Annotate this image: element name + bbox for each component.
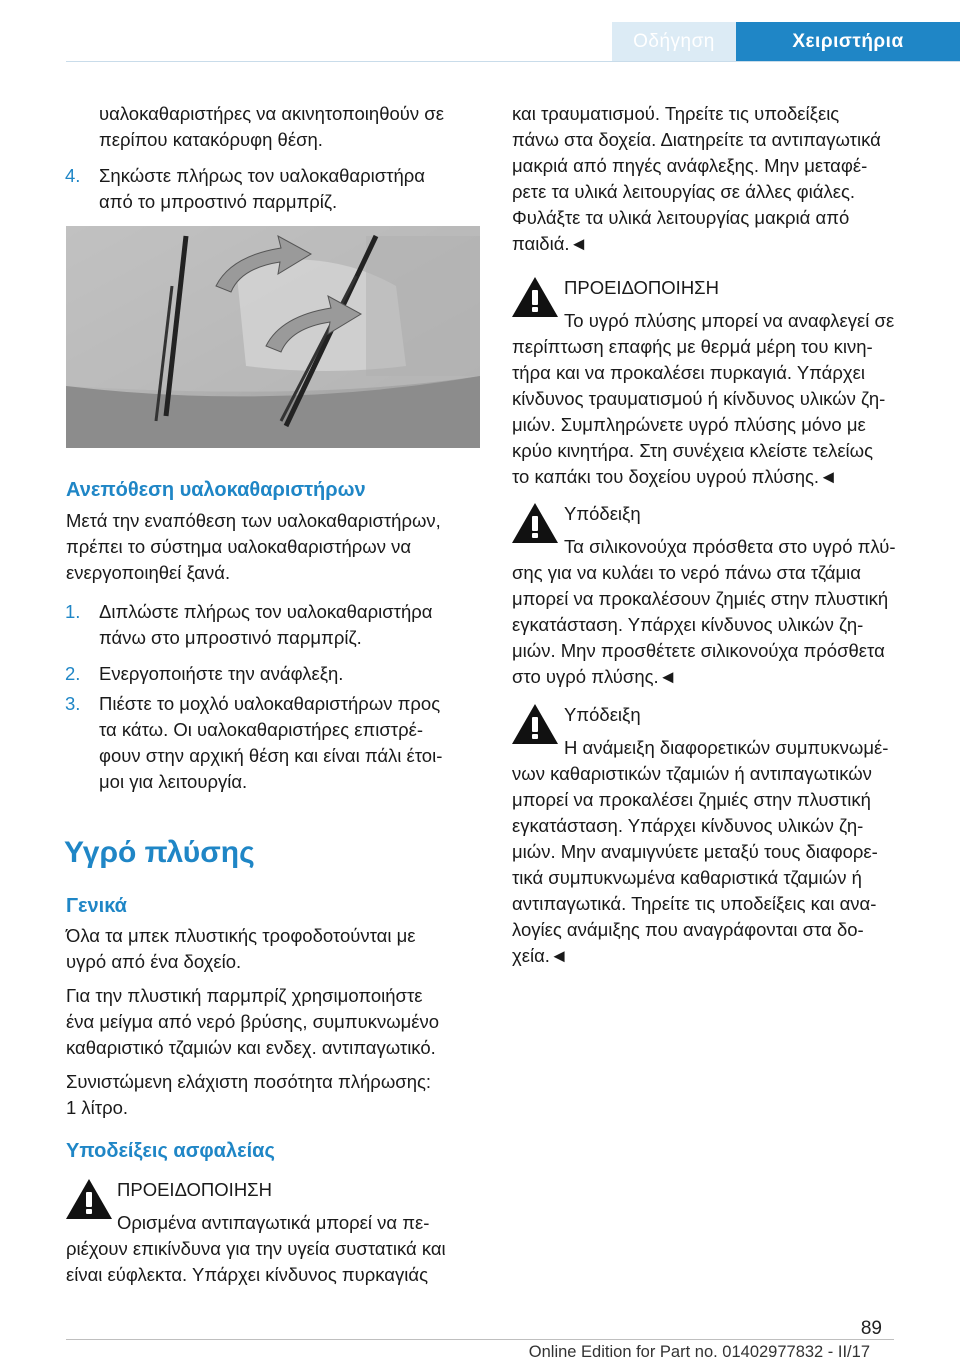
warning-icon	[512, 503, 558, 543]
step-2-number: 2.	[65, 663, 81, 684]
w3-line-4: μιών. Μην προσθέτετε σιλικονούχα πρόσθετα	[512, 640, 885, 661]
cont-line-3: μακριά από πηγές ανάφλεξης. Μην μεταφέ-	[512, 155, 868, 176]
step-4	[65, 163, 485, 215]
warning-1-title: ΠΡΟΕΙΔΟΠΟΙΗΣΗ	[117, 1179, 272, 1200]
step-1-line-1: Διπλώστε πλήρως τον υαλοκαθαριστήρα	[99, 601, 433, 622]
cont-line-5: Φυλάξτε τα υλικά λειτουργίας μακριά από	[512, 207, 850, 228]
step-1-number: 1.	[65, 601, 81, 622]
w2-line-6: το καπάκι του δοχείου υγρού πλύσης.◄	[512, 466, 838, 487]
general-p3-line-1: Συνιστώμενη ελάχιστη ποσότητα πλήρωσης:	[66, 1071, 432, 1092]
warning-2-body	[512, 334, 942, 490]
page-number: 89	[860, 1318, 882, 1339]
step-1-line-2: πάνω στο μπροστινό παρμπρίζ.	[99, 627, 362, 648]
cont-line-4: ρετε τα υλικά λειτουργίας σε άλλες φιάλες.	[512, 181, 856, 202]
wipers-para-line-3: ενεργοποιηθεί ξανά.	[66, 562, 231, 583]
w4-line-5: τικά συμπυκνωμένα καθαριστικά τζαμιών ή	[512, 867, 862, 888]
w3-line-3: εγκατάσταση. Υπάρχει κίνδυνος υλικών ζη-	[512, 614, 864, 635]
warning-1-line-3: είναι εύφλεκτα. Υπάρχει κίνδυνος πυρκαγιάς	[66, 1264, 428, 1285]
w4-line-6: αντιπαγωτικά. Τηρείτε τις υποδείξεις και ανα-	[512, 893, 877, 914]
general-p1-line-2: υγρό από ένα δοχείο.	[66, 951, 242, 972]
general-p2-line-1: Για την πλυστική παρμπρίζ χρησιμοποιήστε	[66, 985, 423, 1006]
w4-line-3: εγκατάσταση. Υπάρχει κίνδυνος υλικών ζη-	[512, 815, 864, 836]
tab-driving[interactable]	[612, 22, 736, 62]
warning-1-line-1: Ορισμένα αντιπαγωτικά μπορεί να πε-	[117, 1212, 430, 1233]
step-2	[65, 661, 485, 687]
warning-1-continued	[512, 101, 942, 257]
intro-text	[99, 101, 489, 153]
tab-controls-label: Χειριστήρια	[792, 31, 904, 52]
heading-general: Γενικά	[66, 895, 127, 917]
w4-line-1: νων καθαριστικών τζαμιών ή αντιπαγωτικών	[512, 763, 872, 784]
footer-edition: Online Edition for Part no. 01402977832 - II/17	[528, 1343, 870, 1361]
w2-line-2: τήρα και να προκαλέσει πυρκαγιά. Υπάρχει	[512, 362, 865, 383]
w4-line-2: μπορεί να προκαλέσει ζημιές στην πλυστική	[512, 789, 871, 810]
w2-line-5: κρύο κινητήρα. Στη συνέχεια κλείστε τελείως	[512, 440, 874, 461]
general-p3-line-2: 1 λίτρο.	[66, 1097, 129, 1118]
step-2-line-1: Ενεργοποιήστε την ανάφλεξη.	[99, 663, 344, 684]
footer-rule	[66, 1339, 894, 1340]
note-4-first-line: Η ανάμειξη διαφορετικών συμπυκνωμέ-	[564, 737, 889, 758]
wipers-para-line-1: Μετά την εναπόθεση των υαλοκαθαριστήρων,	[66, 510, 441, 531]
step-3-line-1: Πιέστε το μοχλό υαλοκαθαριστήρων προς	[99, 693, 441, 714]
section-title-wipers: Ανεπόθεση υαλοκαθαριστήρων	[66, 479, 366, 501]
note-3-title: Υπόδειξη	[564, 503, 641, 524]
note-4-title: Υπόδειξη	[564, 704, 641, 725]
wipers-para-line-2: πρέπει το σύστημα υαλοκαθαριστήρων να	[66, 536, 412, 557]
warning-2-head	[564, 275, 944, 334]
warning-2-title: ΠΡΟΕΙΔΟΠΟΙΗΣΗ	[564, 277, 719, 298]
intro-line-2: περίπου κατακόρυφη θέση.	[99, 129, 323, 150]
cont-line-6: παιδιά.◄	[512, 233, 588, 254]
warning-1-title-block	[117, 1177, 492, 1236]
step-1	[65, 599, 485, 651]
general-p2-line-3: καθαριστικό τζαμιών και ενδεχ. αντιπαγωτικό.	[66, 1037, 436, 1058]
w4-line-7: λογίες ανάμιξης που αναγράφονται στα δο-	[512, 919, 864, 940]
general-p2-line-2: ένα μείγμα από νερό βρύσης, συμπυκνωμένο	[66, 1011, 440, 1032]
warning-icon	[512, 277, 558, 317]
heading-safety: Υποδείξεις ασφαλείας	[66, 1140, 275, 1162]
step-3-line-4: μοι για λειτουργία.	[99, 771, 248, 792]
wipers-paragraph	[66, 508, 486, 586]
step-3	[65, 691, 485, 795]
w3-line-2: μπορεί να προκαλέσουν ζημιές στην πλυστική	[512, 588, 889, 609]
w4-line-4: μιών. Μην αναμιγνύετε μεταξύ τους διαφορε-	[512, 841, 878, 862]
general-p1-line-1: Όλα τα μπεκ πλυστικής τροφοδοτούνται με	[66, 925, 416, 946]
w2-line-4: μιών. Συμπληρώνετε υγρό πλύσης μόνο με	[512, 414, 866, 435]
wiper-illustration	[66, 226, 480, 448]
general-text	[66, 923, 486, 1121]
step-3-line-3: φουν στην αρχική θέση και είναι πάλι έτοι-	[99, 745, 443, 766]
note-4-head	[564, 702, 944, 761]
warning-2-first-line: Το υγρό πλύσης μπορεί να αναφλεγεί σε	[564, 310, 895, 331]
step-3-number: 3.	[65, 693, 81, 714]
warning-icon	[66, 1179, 112, 1219]
note-3-head	[564, 501, 944, 560]
tab-controls[interactable]	[736, 22, 960, 62]
step-4-line-1: Σηκώστε πλήρως τον υαλοκαθαριστήρα	[99, 165, 425, 186]
w3-line-1: σης για να κυλάει το νερό πάνω στα τζάμια	[512, 562, 861, 583]
note-3-body	[512, 560, 942, 690]
step-3-line-2: τα κάτω. Οι υαλοκαθαριστήρες επιστρέ-	[99, 719, 424, 740]
w2-line-1: περίπτωση επαφής με θερμά μέρη του κινη-	[512, 336, 873, 357]
cont-line-2: πάνω στα δοχεία. Διατηρείτε τα αντιπαγωτικά	[512, 129, 881, 150]
warning-icon	[512, 704, 558, 744]
w3-line-5: στο υγρό πλύσης.◄	[512, 666, 677, 687]
warning-1-body	[66, 1236, 496, 1288]
note-3-first-line: Τα σιλικονούχα πρόσθετα στο υγρό πλύ-	[564, 536, 896, 557]
cont-line-1: και τραυματισμού. Τηρείτε τις υποδείξεις	[512, 103, 840, 124]
tab-driving-label: Οδήγηση	[633, 31, 715, 52]
step-4-number: 4.	[65, 165, 81, 186]
step-4-line-2: από το μπροστινό παρμπρίζ.	[99, 191, 338, 212]
warning-1-line-2: ριέχουν επικίνδυνα για την υγεία συστατικά και	[66, 1238, 446, 1259]
header-rule	[66, 61, 960, 62]
w4-line-8: χεία.◄	[512, 945, 569, 966]
note-4-body	[512, 761, 942, 969]
heading-washer-fluid: Υγρό πλύσης	[64, 836, 255, 869]
intro-line-1: υαλοκαθαριστήρες να ακινητοποιηθούν σε	[99, 103, 444, 124]
wiper-illustration-svg	[66, 226, 480, 448]
w2-line-3: κίνδυνος τραυματισμού ή κίνδυνος υλικών ζη-	[512, 388, 886, 409]
